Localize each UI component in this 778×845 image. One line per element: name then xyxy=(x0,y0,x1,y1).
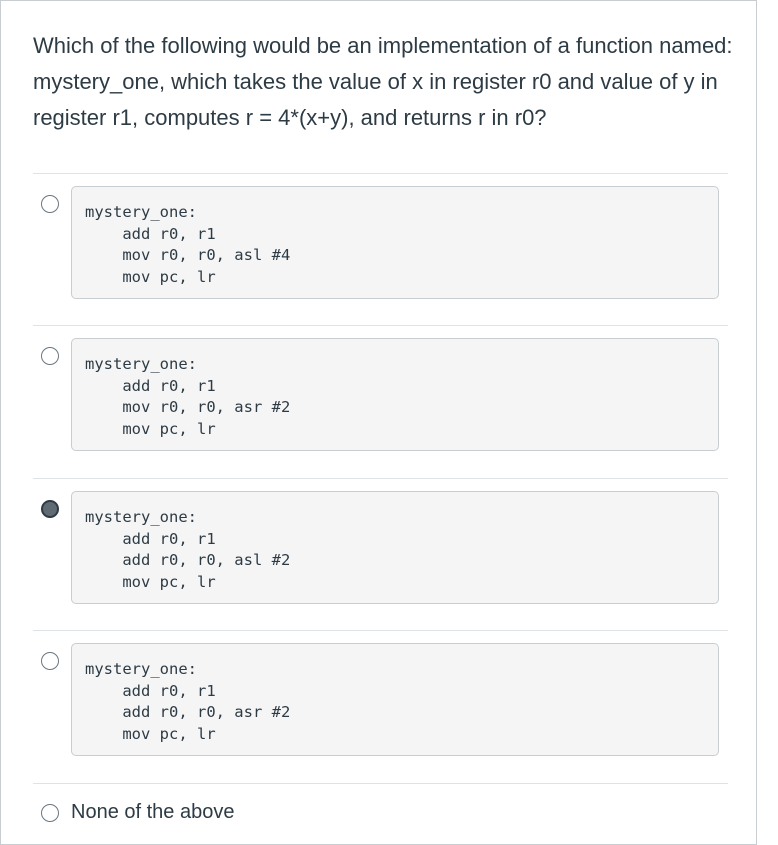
answer-option-1[interactable] xyxy=(33,173,728,326)
answer-code-box-1 xyxy=(71,186,719,299)
answer-radio-none[interactable] xyxy=(41,804,59,822)
answer-option-4[interactable] xyxy=(33,630,728,784)
answer-radio-1[interactable] xyxy=(41,195,59,213)
answer-option-2[interactable] xyxy=(33,325,728,479)
answer-code-3: mystery_one: add r0, r1 add r0, r0, asl #2 mov pc, lr xyxy=(85,508,291,591)
answer-option-3[interactable] xyxy=(33,478,728,631)
answer-radio-2[interactable] xyxy=(41,347,59,365)
answer-radio-4[interactable] xyxy=(41,652,59,670)
answer-radio-3-selected[interactable] xyxy=(41,500,59,518)
answer-code-1: mystery_one: add r0, r1 mov r0, r0, asl #4 mov pc, lr xyxy=(85,203,291,286)
answer-code-box-2 xyxy=(71,338,719,451)
answer-code-4: mystery_one: add r0, r1 add r0, r0, asr #2 mov pc, lr xyxy=(85,660,291,743)
answer-code-2: mystery_one: add r0, r1 mov r0, r0, asr #2 mov pc, lr xyxy=(85,355,291,438)
question-text: Which of the following would be an implementation of a function named: mystery_one, which takes the value of x in register r0 and value of y in register r1, computes r = 4*(x+y), and returns r in r0? xyxy=(33,33,733,130)
none-of-the-above-label: None of the above xyxy=(71,801,235,823)
answer-code-box-4 xyxy=(71,643,719,756)
answer-code-box-3 xyxy=(71,491,719,604)
